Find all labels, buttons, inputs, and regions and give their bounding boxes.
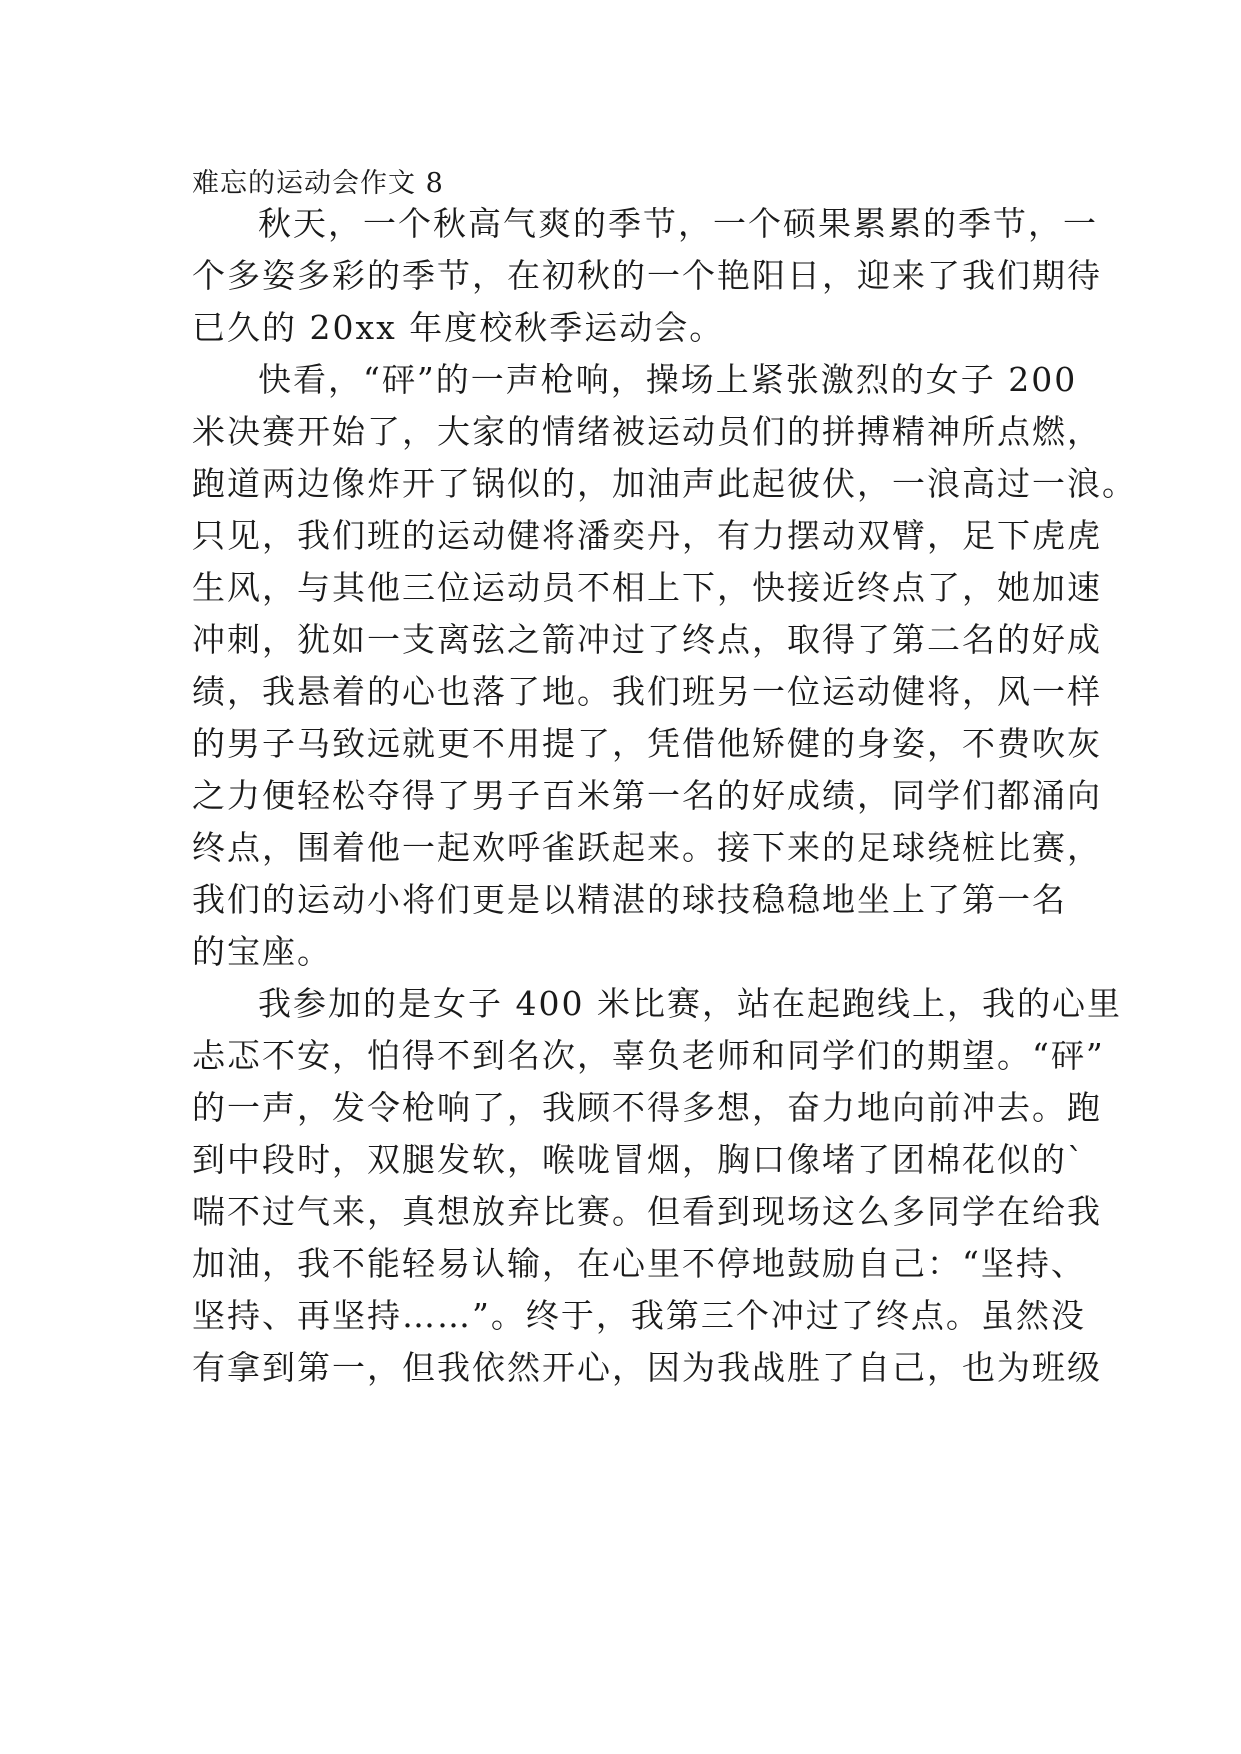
paragraph-line: 只见，我们班的运动健将潘奕丹，有力摆动双臂，足下虎虎 <box>192 516 1102 555</box>
paragraph-line: 有拿到第一，但我依然开心，因为我战胜了自己，也为班级 <box>192 1348 1102 1387</box>
paragraph-line: 个多姿多彩的季节，在初秋的一个艳阳日，迎来了我们期待 <box>192 256 1102 295</box>
paragraph-line: 终点，围着他一起欢呼雀跃起来。接下来的足球绕桩比赛， <box>192 828 1102 867</box>
paragraph-line: 的男子马致远就更不用提了，凭借他矫健的身姿，不费吹灰 <box>192 724 1102 763</box>
document-title: 难忘的运动会作文 8 <box>192 168 444 199</box>
paragraph-line: 冲刺，犹如一支离弦之箭冲过了终点，取得了第二名的好成 <box>192 620 1102 659</box>
paragraph-line: 跑道两边像炸开了锅似的，加油声此起彼伏，一浪高过一浪。 <box>192 464 1137 503</box>
paragraph-line: 快看，“砰”的一声枪响，操场上紧张激烈的女子 200 <box>258 360 1078 399</box>
paragraph-line: 绩，我悬着的心也落了地。我们班另一位运动健将，风一样 <box>192 672 1102 711</box>
paragraph-line: 生风，与其他三位运动员不相上下，快接近终点了，她加速 <box>192 568 1102 607</box>
paragraph-line: 秋天，一个秋高气爽的季节，一个硕果累累的季节，一 <box>258 204 1098 243</box>
paragraph-line: 喘不过气来，真想放弃比赛。但看到现场这么多同学在给我 <box>192 1192 1102 1231</box>
paragraph-line: 坚持、再坚持……”。终于，我第三个冲过了终点。虽然没 <box>192 1296 1086 1335</box>
paragraph-line: 之力便轻松夺得了男子百米第一名的好成绩，同学们都涌向 <box>192 776 1102 815</box>
paragraph-line: 加油，我不能轻易认输，在心里不停地鼓励自己：“坚持、 <box>192 1244 1086 1283</box>
paragraph-line: 米决赛开始了，大家的情绪被运动员们的拼搏精神所点燃， <box>192 412 1102 451</box>
paragraph-line: 我参加的是女子 400 米比赛，站在起跑线上，我的心里 <box>258 984 1122 1023</box>
paragraph-line: 的宝座。 <box>192 932 332 971</box>
paragraph-line: 的一声，发令枪响了，我顾不得多想，奋力地向前冲去。跑 <box>192 1088 1102 1127</box>
paragraph-line: 忐忑不安，怕得不到名次，辜负老师和同学们的期望。“砰” <box>192 1036 1105 1075</box>
paragraph-line: 已久的 20xx 年度校秋季运动会。 <box>192 308 725 347</box>
paragraph-line: 到中段时，双腿发软，喉咙冒烟，胸口像堵了团棉花似的` <box>192 1140 1086 1179</box>
paragraph-line: 我们的运动小将们更是以精湛的球技稳稳地坐上了第一名 <box>192 880 1067 919</box>
